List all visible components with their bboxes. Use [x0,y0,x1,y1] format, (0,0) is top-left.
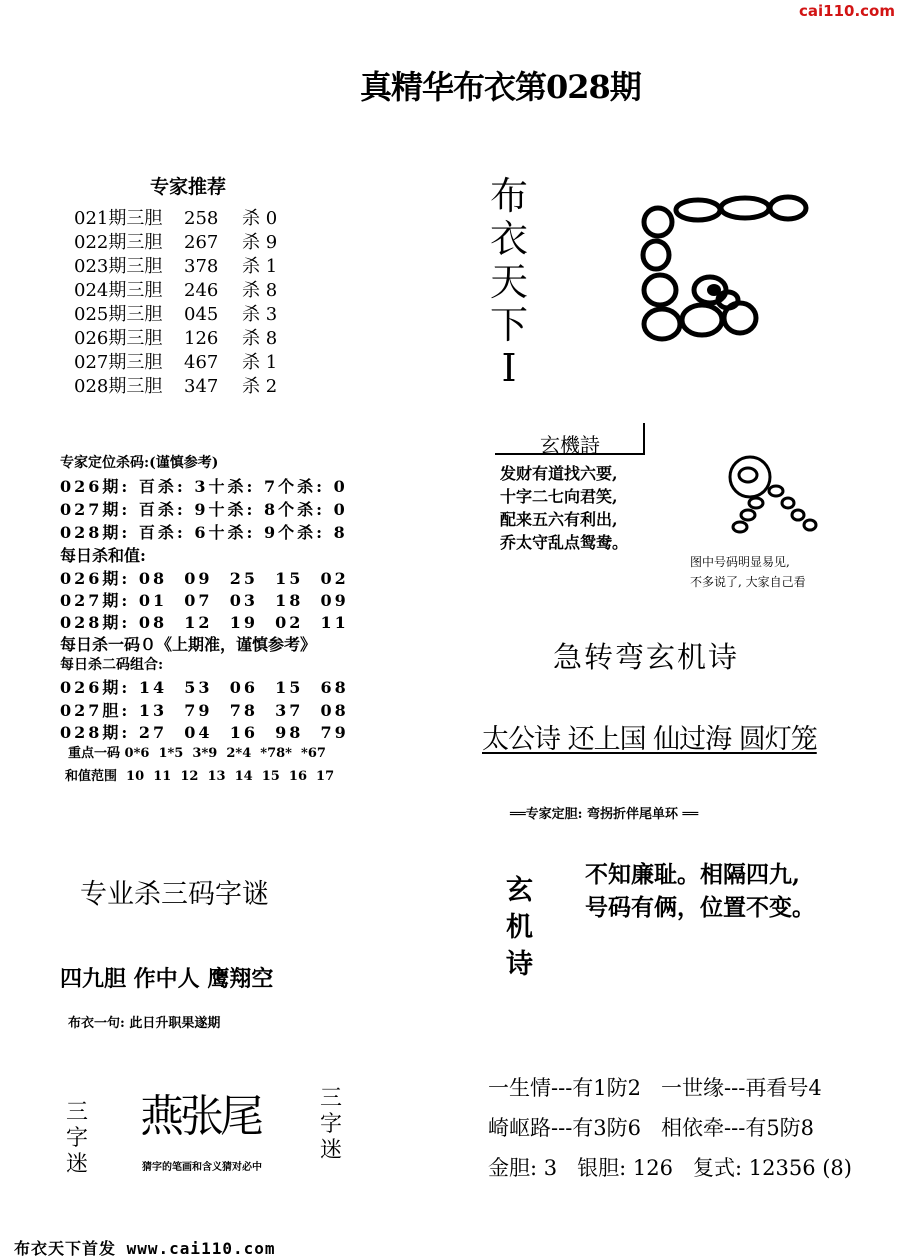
sum-kill-row: 026期: 08 09 25 15 02 [60,569,349,588]
side-char: 字 [66,1126,89,1151]
final-picks [488,1068,852,1188]
rec-period: 024期三胆 [74,280,163,301]
rec-kill: 杀 0 [242,208,278,229]
puzzle-title: 专业杀三码字谜 [80,879,269,910]
rec-period: 025期三胆 [74,304,163,325]
rec-digits: 347 [184,376,219,397]
rec-digits: 126 [184,328,219,349]
poem-line: 十字二七向君笑, [500,487,618,506]
two-code-row: 027胆: 13 79 78 37 08 [60,701,349,720]
rec-kill: 杀 9 [242,232,278,253]
riddle-text: 燕张尾 [140,1091,260,1142]
pick-line: 金胆: 3 银胆: 126 复式: 12356 (8) [488,1156,852,1180]
rec-digits: 258 [184,208,219,229]
riddle-hint: 猜字的笔画和含义猜对必中 [142,1162,262,1173]
taigong-poem: 太公诗 还上国 仙过海 圆灯笼 [482,724,817,755]
page-title: 真精华布衣第028期 [360,68,641,106]
riddle-poem-title: 急转弯玄机诗 [553,640,740,674]
recommendation-row [74,255,302,279]
positional-row: 027期: 百杀: 9十杀: 8个杀: 0 [60,500,348,519]
xuanji-char: 玄 [506,875,533,906]
positional-heading: 专家定位杀码:(谨慎参考) [60,455,219,471]
stats-block [60,452,380,792]
chain-drawing-icon [718,455,828,545]
side-char: 迷 [66,1152,89,1177]
side-char: 三 [320,1086,343,1111]
rec-digits: 045 [184,304,219,325]
hand-drawn-digits-sketch [630,190,820,350]
puzzle-sentence: 布衣一句: 此日升职果遂期 [68,1016,221,1031]
rec-period: 023期三胆 [74,256,163,277]
two-code-row: 028期: 27 04 16 98 79 [60,723,349,742]
side-char: 三 [66,1100,89,1125]
site-url[interactable]: cai110.com [799,2,895,20]
one-code-line: 每日杀一码０《上期准，谨慎参考》 [60,635,317,654]
brand-char: 衣 [490,217,529,261]
rec-kill: 杀 8 [242,328,278,349]
caption-line: 图中号码明显易见, [690,555,790,569]
brand-char: I [501,346,517,390]
xuanji-char: 诗 [506,949,533,980]
xuanji-poem [585,858,815,924]
pick-line: 一生情---有1防2 一世缘---再看号4 [488,1076,822,1100]
positional-row: 028期: 百杀: 6十杀: 9个杀: 8 [60,523,348,542]
side-char: 迷 [320,1138,343,1163]
two-code-heading: 每日杀二码组合: [60,657,164,673]
footer-credit: 布衣天下首发 www.cai110.com [14,1239,276,1258]
rec-period: 028期三胆 [74,376,163,397]
caption-line: 不多说了, 大家自己看 [690,575,806,589]
rec-kill: 杀 1 [242,256,278,277]
expert-pick-line: ══专家定胆: 弯拐折伴尾单环 ══ [510,807,699,822]
xuanji-line: 号码有俩，位置不变。 [585,894,815,921]
key-code: 重点一码 0*6 1*5 3*9 2*4 *78* *67 [68,746,326,761]
rec-kill: 杀 8 [242,280,278,301]
riddle-side-right [320,1086,342,1164]
xuanji-line: 不知廉耻。相隔四九, [585,861,801,888]
two-code-row: 026期: 14 53 06 15 68 [60,678,349,697]
puzzle-answer: 四九胆 作中人 鹰翔空 [60,967,274,992]
xuanji-char: 机 [506,912,533,943]
poem-line: 发财有道找六要, [500,464,618,483]
recommendation-row [74,279,302,303]
side-char: 字 [320,1112,343,1137]
drawing-caption [690,552,806,592]
recommendation-row [74,207,302,231]
rec-digits: 267 [184,232,219,253]
brand-vertical-title [490,175,528,390]
rec-kill: 杀 2 [242,376,278,397]
mystic-poem [500,462,628,554]
brand-char: 下 [490,303,529,347]
pick-line: 崎岖路---有3防6 相依牵---有5防8 [488,1116,815,1140]
expert-heading: 专家推荐 [150,176,227,198]
positional-row: 026期: 百杀: 3十杀: 7个杀: 0 [60,477,348,496]
rec-period: 021期三胆 [74,208,163,229]
sum-kill-row: 027期: 01 07 03 18 09 [60,591,349,610]
poem-line: 配来五六有利出, [500,510,618,529]
recommendation-row [74,375,302,399]
sum-kill-heading: 每日杀和值: [60,546,146,565]
rec-period: 026期三胆 [74,328,163,349]
sum-kill-row: 028期: 08 12 19 02 11 [60,613,349,632]
rec-kill: 杀 3 [242,304,278,325]
brand-char: 布 [490,174,529,218]
rec-kill: 杀 1 [242,352,278,373]
rec-period: 027期三胆 [74,352,163,373]
brand-char: 天 [490,260,529,304]
mystic-title: 玄機詩 [540,433,600,457]
recommendation-row [74,303,302,327]
rec-digits: 467 [184,352,219,373]
sum-range: 和值范围 10 11 12 13 14 15 16 17 [65,769,335,784]
rec-digits: 246 [184,280,219,301]
recommendation-list [74,207,302,399]
rec-digits: 378 [184,256,219,277]
recommendation-row [74,351,302,375]
recommendation-row [74,327,302,351]
rec-period: 022期三胆 [74,232,163,253]
xuanji-vertical-label [506,872,533,983]
recommendation-row [74,231,302,255]
riddle-side-left [66,1100,88,1178]
poem-line: 乔太守乱点鸳鸯。 [500,533,629,552]
